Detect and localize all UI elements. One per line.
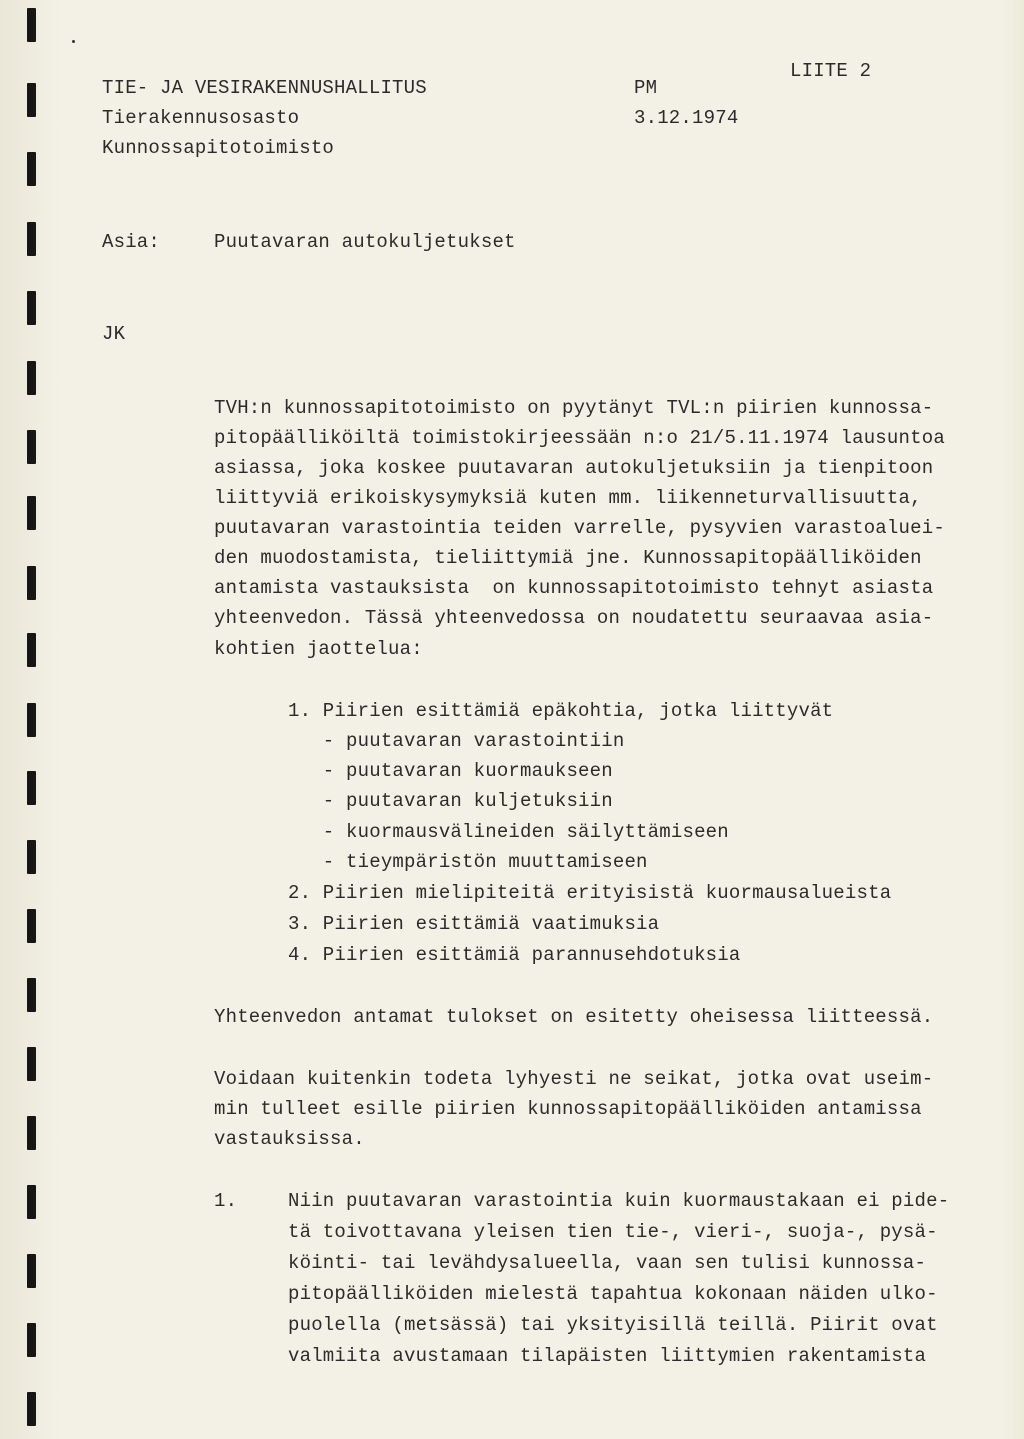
list-item: - puutavaran varastointiin [288,730,625,752]
binder-holes [0,0,40,1439]
paragraph-line: min tulleet esille piirien kunnossapitopäälliköiden antamissa [214,1098,922,1120]
binder-hole [27,978,36,1012]
subject-label: Asia: [102,231,161,253]
list-item: 4. Piirien esittämiä parannusehdotuksia [288,944,741,966]
paragraph-line: puutavaran varastointia teiden varrelle, pysyvien varastoaluei- [214,517,945,539]
list-item: - puutavaran kuormaukseen [288,760,613,782]
paragraph-line: liittyviä erikoiskysymyksiä kuten mm. liikenneturvallisuutta, [214,487,922,509]
document-date: 3.12.1974 [634,107,739,129]
binder-hole [27,430,36,464]
paragraph-line: Voidaan kuitenkin todeta lyhyesti ne seikat, jotka ovat useim- [214,1068,934,1090]
paragraph-line: Niin puutavaran varastointia kuin kuormaustakaan ei pide- [288,1190,950,1212]
binder-hole [27,840,36,874]
paragraph-line: puolella (metsässä) tai yksityisillä teillä. Piirit ovat [288,1314,938,1336]
binder-hole [27,1047,36,1081]
paragraph-line: vastauksissa. [214,1128,365,1150]
binder-hole [27,1392,36,1426]
paragraph-line: pitopäälliköiltä toimistokirjeessään n:o 21/5.11.1974 lausuntoa [214,427,945,449]
binder-hole [27,566,36,600]
ink-speck [72,40,75,43]
list-item: - kuormausvälineiden säilyttämiseen [288,821,729,843]
results-paragraph: Yhteenvedon antamat tulokset on esitetty oheisessa liitteessä. [214,1006,934,1028]
paragraph-line: pitopäälliköiden mielestä tapahtua kokonaan näiden ulko- [288,1283,938,1305]
binder-hole [27,222,36,256]
paragraph-line: köinti- tai levähdysalueella, vaan sen tulisi kunnossa- [288,1252,927,1274]
document-type: PM [634,77,658,99]
list-item: 2. Piirien mielipiteitä erityisistä kuormausalueista [288,882,892,904]
org-department: Tierakennusosasto [102,107,300,129]
binder-hole [27,909,36,943]
org-name: TIE- JA VESIRAKENNUSHALLITUS [102,77,427,99]
paragraph-line: antamista vastauksista on kunnossapitotoimisto tehnyt asiasta [214,577,934,599]
binder-hole [27,1185,36,1219]
binder-hole [27,771,36,805]
binder-hole [27,496,36,530]
binder-hole [27,361,36,395]
paragraph-line: den muodostamista, tieliittymiä jne. Kunnossapitopäälliköiden [214,547,922,569]
paragraph-line: kohtien jaottelua: [214,638,423,660]
list-item: - tieympäristön muuttamiseen [288,851,648,873]
distribution: JK [102,323,126,345]
binder-hole [27,152,36,186]
binder-hole [27,1323,36,1357]
list-item: 3. Piirien esittämiä vaatimuksia [288,913,660,935]
binder-hole [27,291,36,325]
list-item: - puutavaran kuljetuksiin [288,790,613,812]
list-item: 1. Piirien esittämiä epäkohtia, jotka liittyvät [288,700,834,722]
binder-hole [27,703,36,737]
paragraph-line: TVH:n kunnossapitotoimisto on pyytänyt TVL:n piirien kunnossa- [214,397,934,419]
paragraph-line: valmiita avustamaan tilapäisten liittymien rakentamista [288,1345,927,1367]
binder-hole [27,1254,36,1288]
paragraph-line: asiassa, joka koskee puutavaran autokuljetuksiin ja tienpitoon [214,457,934,479]
point-number: 1. [214,1190,238,1212]
paragraph-line: tä toivottavana yleisen tien tie-, vieri-, suoja-, pysä- [288,1221,938,1243]
paragraph-line: yhteenvedon. Tässä yhteenvedossa on noudatettu seuraavaa asia- [214,607,934,629]
subject-value: Puutavaran autokuljetukset [214,231,516,253]
appendix-label: LIITE 2 [790,60,872,82]
binder-hole [27,83,36,117]
org-office: Kunnossapitotoimisto [102,137,335,159]
binder-hole [27,1116,36,1150]
binder-hole [27,8,36,42]
binder-hole [27,633,36,667]
